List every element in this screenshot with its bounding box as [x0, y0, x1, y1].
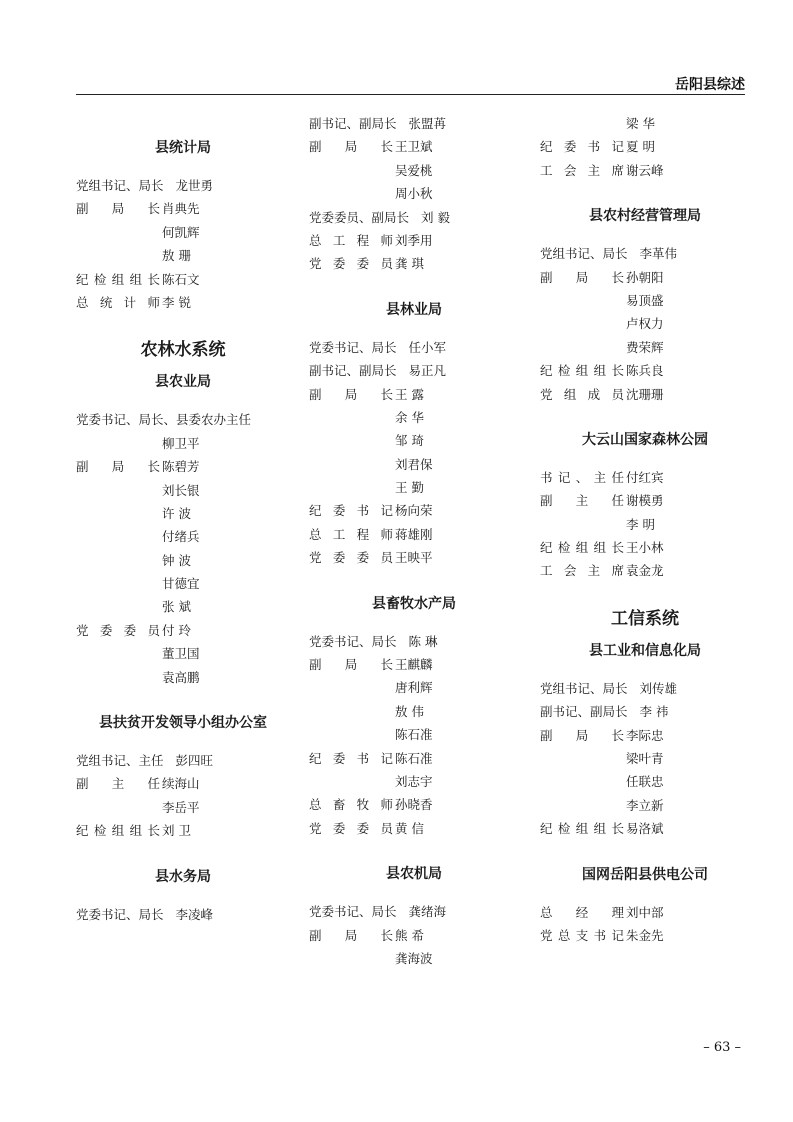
role-label: 纪检组组长	[540, 821, 624, 837]
list-item	[540, 559, 750, 582]
person-name: 李 锐	[162, 294, 191, 310]
person-name: 肖典先	[162, 201, 200, 217]
role-label: 纪委书记	[540, 139, 624, 155]
list-item	[309, 723, 519, 746]
list-item	[540, 266, 750, 289]
list-item	[76, 819, 290, 842]
list-item	[309, 817, 519, 840]
role-label: 工会主席	[540, 563, 624, 579]
person-name: 易洛斌	[626, 821, 664, 837]
person-name: 沈珊珊	[626, 386, 664, 402]
role-label: 党委委员、副局长	[309, 209, 410, 225]
person-name: 唐利辉	[395, 680, 433, 696]
section-title-dayunshan-forest-park: 大云山国家森林公园	[582, 431, 708, 448]
section-title-forestry-bureau: 县林业局	[386, 301, 442, 318]
list-item	[540, 383, 750, 406]
role-label: 总工程师	[309, 526, 393, 542]
list-item	[76, 525, 290, 548]
list-item	[76, 749, 290, 772]
person-name: 易顶盛	[626, 292, 664, 308]
person-name: 李立新	[626, 797, 664, 813]
role-label: 党组书记、局长	[540, 246, 628, 262]
section-title-water-bureau: 县水务局	[155, 868, 211, 885]
section-title-rural-management-bureau: 县农村经营管理局	[589, 208, 701, 225]
list-item	[309, 336, 519, 359]
list-item	[309, 229, 519, 252]
list-item	[309, 135, 519, 158]
list-item	[309, 206, 519, 229]
person-name: 龚海波	[395, 950, 433, 966]
list-item	[76, 666, 290, 689]
system-title-agriculture-forestry-water: 农林水系统	[140, 340, 226, 361]
role-label: 党委书记、局长	[309, 633, 397, 649]
person-name: 续海山	[162, 776, 200, 792]
person-name: 刘志宇	[395, 773, 433, 789]
person-name: 彭四旺	[175, 753, 214, 769]
person-name: 王小林	[626, 540, 664, 556]
role-label: 副 局 长	[309, 657, 393, 673]
role-label: 副 局 长	[309, 927, 393, 943]
list-item	[540, 747, 750, 770]
list-item	[540, 724, 750, 747]
list-item	[76, 903, 290, 926]
list-item	[540, 359, 750, 382]
list-item	[540, 159, 750, 182]
list-item	[309, 429, 519, 452]
list-item	[540, 242, 750, 265]
list-item	[540, 794, 750, 817]
role-label: 副 局 长	[540, 727, 624, 743]
list-item	[309, 112, 519, 135]
list-item	[309, 653, 519, 676]
list-item	[309, 406, 519, 429]
person-name: 蒋雄刚	[395, 526, 433, 542]
person-name: 王映平	[395, 550, 433, 566]
list-item	[309, 630, 519, 653]
person-name: 陈石准	[395, 727, 433, 743]
person-name: 许 波	[162, 505, 191, 521]
list-item	[76, 772, 290, 795]
list-item	[76, 549, 290, 572]
person-name: 刘长银	[162, 482, 200, 498]
person-name: 龙世勇	[175, 178, 214, 193]
person-name: 余 华	[395, 409, 424, 425]
person-name: 龚绪海	[408, 904, 447, 920]
list-item	[309, 924, 519, 947]
person-name: 周小秋	[395, 186, 433, 202]
list-item	[540, 536, 750, 559]
list-item	[76, 244, 290, 267]
role-label: 纪检组组长	[76, 823, 160, 839]
person-name: 朱金先	[626, 927, 664, 943]
role-label: 党组成员	[540, 386, 624, 402]
list-item	[309, 252, 519, 275]
system-title-industry-information: 工信系统	[611, 608, 679, 629]
role-label: 党委书记、局长、县委农办主任	[76, 412, 252, 428]
person-name: 孙朝阳	[626, 269, 664, 285]
list-item	[76, 479, 290, 502]
role-label: 副书记、副局长	[540, 704, 628, 720]
role-label: 总畜牧师	[309, 797, 393, 813]
list-item	[540, 135, 750, 158]
person-name: 黄 信	[395, 820, 424, 836]
list-item	[76, 572, 290, 595]
role-label: 党委委员	[309, 820, 393, 836]
list-item	[309, 770, 519, 793]
role-label: 副书记、副局长	[309, 363, 397, 379]
list-item	[309, 900, 519, 923]
section-title-poverty-alleviation-office: 县扶贫开发领导小组办公室	[99, 715, 267, 732]
column-3	[540, 112, 750, 947]
person-name: 甘德宜	[162, 576, 200, 592]
list-item	[76, 455, 290, 478]
person-name: 陈碧芳	[162, 459, 200, 475]
running-header-title: 岳阳县综述	[675, 77, 745, 93]
person-name: 费荣辉	[626, 339, 664, 355]
person-name: 杨向荣	[395, 503, 433, 519]
person-name: 陈 琳	[408, 633, 438, 649]
person-name: 李岳平	[162, 799, 200, 815]
list-item	[309, 383, 519, 406]
person-name: 敖 伟	[395, 703, 424, 719]
list-item	[540, 817, 750, 840]
role-label: 党委委员	[76, 622, 160, 638]
list-item	[309, 700, 519, 723]
list-item	[540, 513, 750, 536]
person-name: 袁金龙	[626, 563, 664, 579]
section-title-state-grid-yueyang-power: 国网岳阳县供电公司	[582, 866, 708, 883]
column-2	[309, 112, 519, 970]
list-item	[540, 466, 750, 489]
section-title-industry-it-bureau: 县工业和信息化局	[589, 642, 701, 659]
list-item	[309, 159, 519, 182]
person-name: 卢权力	[626, 316, 664, 332]
list-item	[76, 432, 290, 455]
role-label: 总 经 理	[540, 904, 624, 920]
role-label: 纪检组组长	[76, 271, 160, 287]
list-item	[76, 595, 290, 618]
person-name: 付绪兵	[162, 529, 200, 545]
person-name: 李凌峰	[175, 906, 214, 922]
person-name: 任小军	[408, 339, 447, 355]
section-title-livestock-aquatic-bureau: 县畜牧水产局	[372, 595, 456, 612]
person-name: 刘中部	[626, 904, 664, 920]
list-item	[76, 268, 290, 291]
person-name: 刘 卫	[162, 823, 191, 839]
person-name: 李 祎	[639, 704, 669, 720]
person-name: 付红宾	[626, 469, 664, 485]
role-label: 党委书记、局长	[309, 339, 397, 355]
person-name: 邹 琦	[395, 433, 424, 449]
role-label: 副 局 长	[309, 386, 393, 402]
list-item	[76, 502, 290, 525]
list-item	[309, 359, 519, 382]
list-item	[540, 489, 750, 512]
role-label: 党委委员	[309, 550, 393, 566]
role-label: 党总支书记	[540, 927, 624, 943]
list-item	[76, 197, 290, 220]
list-item	[309, 793, 519, 816]
role-label: 工会主席	[540, 162, 624, 178]
role-label: 党委书记、局长	[309, 904, 397, 920]
list-item	[540, 312, 750, 335]
role-label: 党组书记、主任	[76, 753, 164, 769]
person-name: 何凯辉	[162, 224, 200, 240]
person-name: 熊 希	[395, 927, 424, 943]
list-item	[309, 476, 519, 499]
role-label: 总工程师	[309, 232, 393, 248]
person-name: 王 露	[395, 386, 424, 402]
list-item	[540, 901, 750, 924]
role-label: 党委委员	[309, 256, 393, 272]
person-name: 柳卫平	[162, 435, 200, 451]
person-name: 敖 珊	[162, 248, 191, 264]
list-item	[76, 174, 290, 197]
role-label: 纪检组组长	[540, 540, 624, 556]
person-name: 李际忠	[626, 727, 664, 743]
section-title-statistics-bureau: 县统计局	[155, 140, 211, 156]
list-item	[540, 677, 750, 700]
person-name: 吴爱桃	[395, 162, 433, 178]
role-label: 党组书记、局长	[540, 680, 628, 696]
person-name: 钟 波	[162, 552, 191, 568]
role-label: 纪检组组长	[540, 363, 624, 379]
person-name: 谢模勇	[626, 493, 664, 509]
list-item	[540, 700, 750, 723]
person-name: 付 玲	[162, 622, 191, 638]
role-label: 纪委书记	[309, 750, 393, 766]
person-name: 张 斌	[162, 599, 191, 615]
list-item	[309, 947, 519, 970]
role-label: 纪委书记	[309, 503, 393, 519]
person-name: 刘 毅	[421, 209, 450, 225]
header-rule	[76, 94, 745, 95]
list-item	[309, 747, 519, 770]
person-name: 李 明	[626, 516, 655, 532]
person-name: 袁高鹏	[162, 669, 200, 685]
role-label: 副书记、副局长	[309, 116, 397, 131]
section-title-agricultural-machinery-bureau: 县农机局	[386, 866, 442, 883]
role-label: 副 主 任	[540, 493, 624, 509]
person-name: 陈石准	[395, 750, 433, 766]
list-item	[76, 642, 290, 665]
person-name: 张盟苒	[408, 116, 447, 131]
list-item	[540, 336, 750, 359]
list-item	[309, 523, 519, 546]
person-name: 刘传雄	[639, 680, 678, 696]
role-label: 总统计师	[76, 294, 160, 310]
list-item	[309, 546, 519, 569]
person-name: 刘季用	[395, 232, 433, 248]
person-name: 李革伟	[639, 246, 678, 262]
person-name: 陈兵良	[626, 363, 664, 379]
person-name: 谢云峰	[626, 162, 664, 178]
person-name: 陈石文	[162, 271, 200, 287]
list-item	[540, 112, 750, 135]
section-title-agriculture-bureau: 县农业局	[155, 374, 211, 391]
person-name: 王 勤	[395, 480, 424, 496]
list-item	[76, 221, 290, 244]
person-name: 易正凡	[408, 363, 447, 379]
role-label: 党组书记、局长	[76, 178, 164, 193]
list-item	[76, 291, 290, 314]
person-name: 任联忠	[626, 774, 664, 790]
role-label: 副 局 长	[309, 139, 393, 155]
list-item	[540, 924, 750, 947]
list-item	[540, 289, 750, 312]
column-1	[76, 108, 290, 926]
role-label: 副 局 长	[76, 201, 160, 217]
person-name: 王麒麟	[395, 657, 433, 673]
person-name: 梁叶青	[626, 751, 664, 767]
list-item	[309, 499, 519, 522]
person-name: 王卫斌	[395, 139, 433, 155]
role-label: 书记、主任	[540, 469, 624, 485]
person-name: 梁 华	[626, 116, 655, 131]
person-name: 夏 明	[626, 139, 655, 155]
list-item	[76, 619, 290, 642]
page-number: – 63 –	[703, 1040, 741, 1055]
list-item	[309, 182, 519, 205]
role-label: 副 局 长	[76, 459, 160, 475]
role-label: 副 主 任	[76, 776, 160, 792]
role-label: 副 局 长	[540, 269, 624, 285]
person-name: 刘君保	[395, 456, 433, 472]
list-item	[309, 676, 519, 699]
list-item	[309, 453, 519, 476]
person-name: 董卫国	[162, 646, 200, 662]
role-label: 党委书记、局长	[76, 906, 164, 922]
person-name: 孙晓香	[395, 797, 433, 813]
person-name: 龚 琪	[395, 256, 424, 272]
list-item	[76, 796, 290, 819]
list-item	[76, 408, 290, 431]
list-item	[540, 770, 750, 793]
